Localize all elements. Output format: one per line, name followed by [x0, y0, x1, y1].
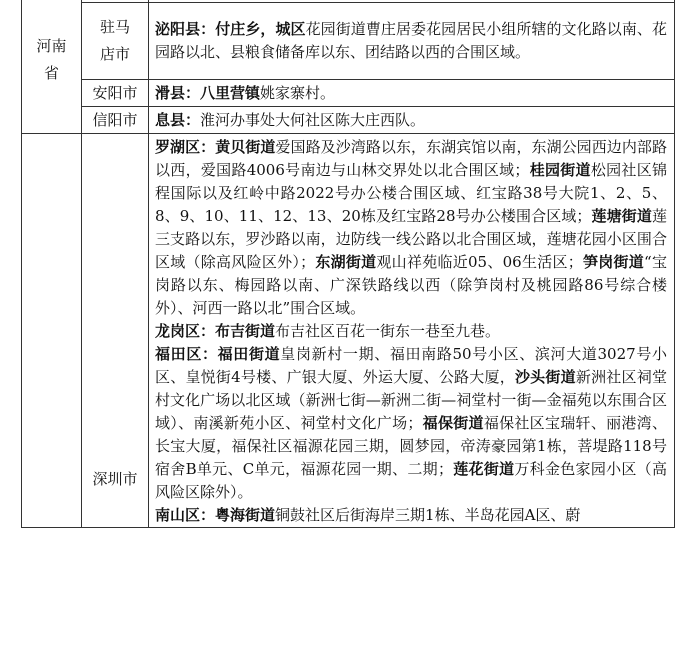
detail-text: 姚家寨村。	[260, 83, 336, 102]
street-name: 东湖街道	[315, 253, 377, 271]
detail-paragraph-nanshan	[155, 504, 667, 527]
detail-cell	[149, 107, 675, 134]
table-row	[22, 80, 675, 107]
district-name: 罗湖区：	[155, 138, 216, 156]
area-name: 城区	[275, 20, 306, 38]
detail-text: “宝岗路以东、梅园路以南、广深铁路线以西（除笋岗村及桃园路86号综合楼外）、河西一路以北”围合区域。	[155, 253, 667, 317]
street-name: 福保街道	[422, 414, 484, 432]
detail-text: 新洲社区祠堂村文化广场以北区域（新洲七街—新洲二街—祠堂村一街—金福苑以东围合区域）、南溪新苑小区、祠堂村文化广场；	[155, 368, 667, 432]
street-name: 莲塘街道	[591, 207, 652, 225]
detail-text: 松园社区锦程国际以及红岭中路2022号办公楼合围区域、红宝路38号大院1、2、5、8、9、10、11、12、13、20栋及红宝路28号办公楼围合区域；	[155, 161, 667, 225]
street-name: 笋岗街道	[582, 253, 645, 271]
detail-text: 福保社区宝瑞轩、丽港湾、长宝大厦，福保社区福源花园三期，圆梦园，帝涛豪园第1栋，菩堤路118号宿舍B单元、C单元，福源花园一期、二期；	[155, 414, 667, 478]
district-name: 福田区：	[155, 345, 218, 363]
detail-text: 布吉社区百花一街东一巷至九巷。	[275, 322, 501, 340]
risk-area-table	[21, 0, 675, 528]
district-name: 南山区：	[155, 506, 216, 524]
detail-text: 铜鼓社区后街海岸三期1栋、半岛花园A区、蔚	[275, 506, 581, 524]
detail-paragraph-futian	[155, 343, 667, 504]
detail-paragraph-longgang	[155, 320, 667, 343]
detail-cell	[149, 3, 675, 80]
detail-cell	[149, 134, 675, 528]
table-row	[22, 134, 675, 528]
province-label: 河南省	[36, 37, 67, 82]
table-row	[22, 107, 675, 134]
detail-paragraph	[155, 109, 667, 132]
city-label: 安阳市	[92, 83, 138, 102]
county-name: 息县：	[155, 110, 201, 129]
table-row	[22, 3, 675, 80]
detail-paragraph	[155, 82, 667, 105]
detail-text: 淮河办事处大何社区陈大庄西队。	[200, 110, 426, 129]
street-name: 桂园街道	[529, 161, 591, 179]
street-name: 布吉街道	[215, 322, 276, 340]
detail-text: 爱国路及沙湾路以东，东湖宾馆以南，东湖公园西边内部路以西，爱国路4006号南边与山林交界处以北合围区域；	[155, 138, 667, 179]
detail-text: 万科金色家园小区（高风险区除外）。	[155, 460, 667, 501]
detail-text: 观山祥苑临近05、06生活区；	[376, 253, 583, 271]
city-label: 深圳市	[92, 470, 138, 488]
town-name: 付庄乡	[215, 20, 261, 38]
detail-text: 花园街道曹庄居委花园居民小组所辖的文化路以南、花园路以北、县粮食储备库以东、团结路以西的合围区域。	[155, 20, 667, 61]
street-name: 黄贝街道	[215, 138, 276, 156]
street-name: 粤海街道	[215, 506, 276, 524]
county-name: 滑县：	[155, 83, 201, 102]
county-name: 泌阳县：	[155, 20, 216, 38]
town-name: 八里营镇	[200, 83, 261, 102]
city-cell	[82, 3, 149, 80]
city-cell	[82, 80, 149, 107]
province-cell	[22, 0, 82, 134]
street-name: 沙头街道	[514, 368, 576, 386]
province-cell	[22, 134, 82, 528]
street-name: 福田街道	[217, 345, 281, 363]
city-cell	[82, 107, 149, 134]
city-label: 信阳市	[92, 110, 138, 129]
detail-cell	[149, 80, 675, 107]
detail-paragraph	[155, 18, 667, 64]
district-name: 龙岗区：	[155, 322, 216, 340]
city-label: 驻马店市	[99, 18, 130, 63]
detail-text: 皇岗新村一期、福田南路50号小区、滨河大道3027号小区、皇悦街4号楼、广银大厦、外运大厦、公路大厦，	[155, 345, 667, 386]
street-name: 莲花街道	[452, 460, 515, 478]
detail-paragraph-luohu	[155, 136, 667, 320]
separator: ，	[260, 20, 276, 38]
city-cell	[82, 134, 149, 528]
detail-text: 莲三支路以东，罗沙路以南，边防线一线公路以北合围区域，莲塘花园小区围合区域（除高风险区外）；	[155, 207, 667, 271]
